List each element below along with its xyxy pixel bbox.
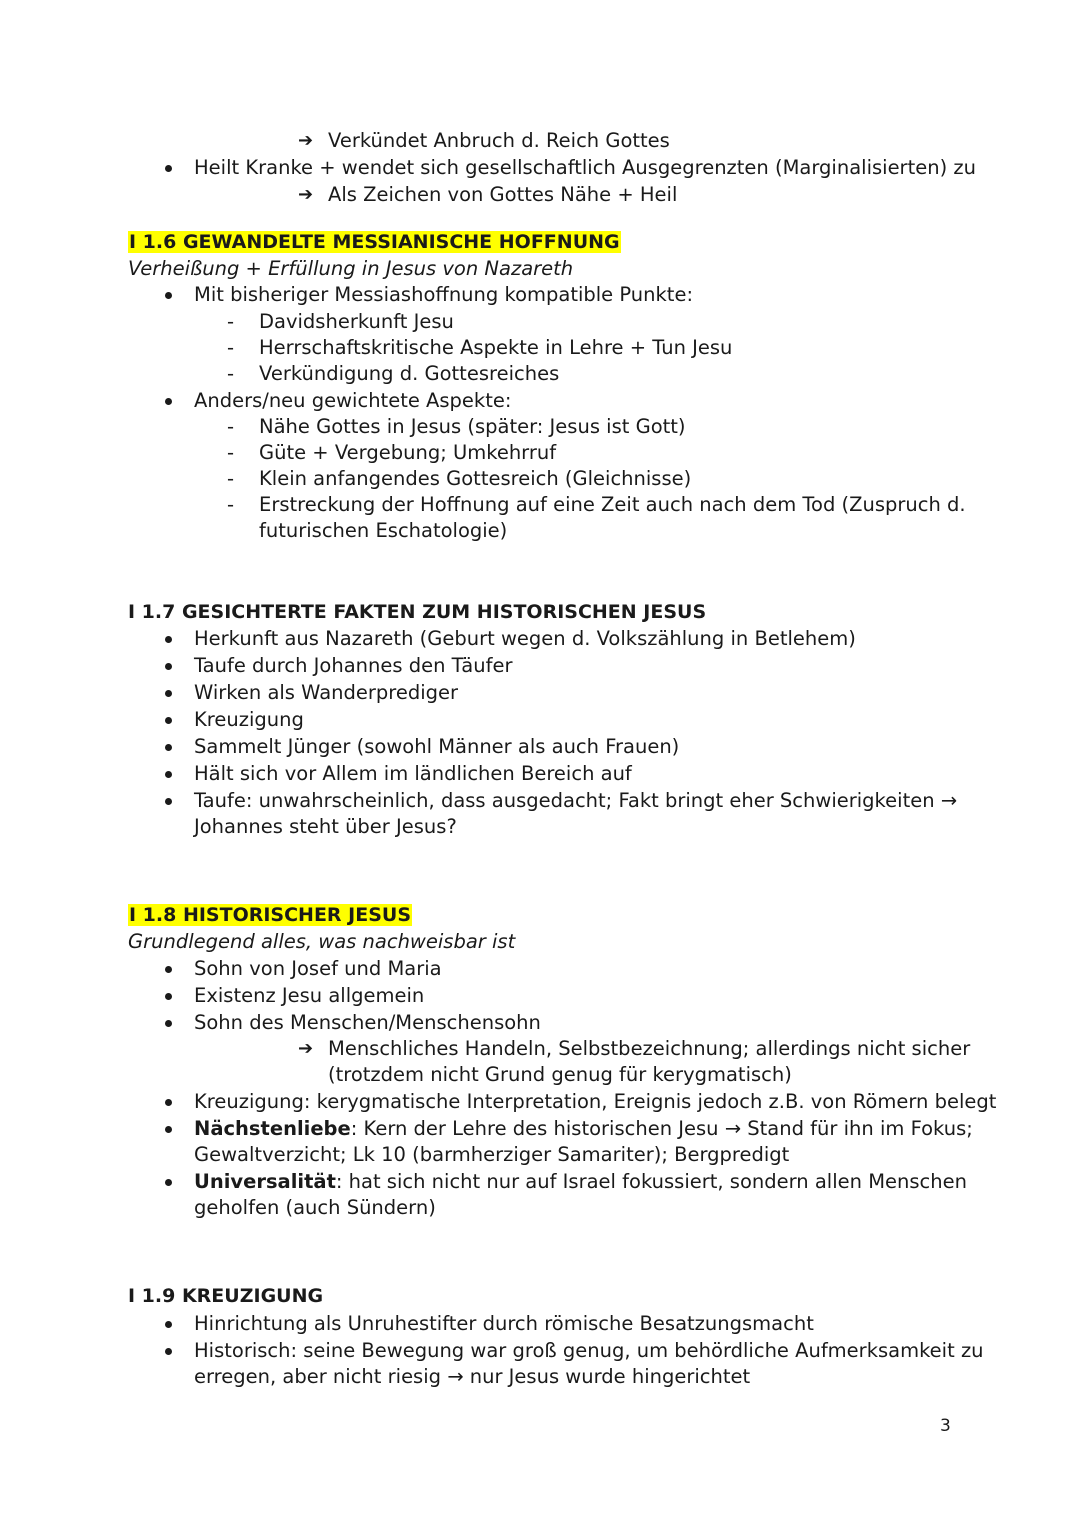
section-1-8-item: Sohn des Menschen/Menschensohn xyxy=(194,1011,541,1034)
section-1-9-heading: I 1.9 KREUZIGUNG xyxy=(128,1285,324,1307)
section-1-7-item: Taufe: unwahrscheinlich, dass ausgedacht; Fakt bringt eher Schwierigkeiten → xyxy=(194,789,958,812)
section-1-7-item: Taufe durch Johannes den Täufer xyxy=(194,654,513,677)
section-1-7-item: Wirken als Wanderprediger xyxy=(194,681,459,704)
section-1-7-item: Kreuzigung xyxy=(194,708,304,731)
intro-bullet-1: Heilt Kranke + wendet sich gesellschaftlich Ausgegrenzten (Marginalisierten) zu xyxy=(194,156,976,179)
section-1-8-heading xyxy=(128,903,412,927)
section-1-7-item: Herkunft aus Nazareth (Geburt wegen d. Volkszählung in Betlehem) xyxy=(194,627,856,650)
section-1-6-dash: - Klein anfangendes Gottesreich (Gleichnisse) xyxy=(259,466,691,492)
section-1-6-subtitle: Verheißung + Erfüllung in Jesus von Nazareth xyxy=(128,257,574,280)
section-1-8-arrow: ➔ Menschliches Handeln, Selbstbezeichnung; allerdings nicht sicher xyxy=(328,1036,970,1062)
term-naechstenliebe: Nächstenliebe xyxy=(194,1117,351,1140)
section-1-7-item: Sammelt Jünger (sowohl Männer als auch Frauen) xyxy=(194,735,680,758)
section-1-8-item: Sohn von Josef und Maria xyxy=(194,957,442,980)
section-1-6-bullet-2: Anders/neu gewichtete Aspekte: xyxy=(194,389,512,412)
section-1-9-bullet-1: Hinrichtung als Unruhestifter durch römische Besatzungsmacht xyxy=(194,1312,814,1335)
section-1-6-dash: - Verkündigung d. Gottesreiches xyxy=(259,361,559,387)
section-1-6-dash: - Erstreckung der Hoffnung auf eine Zeit auch nach dem Tod (Zuspruch d. xyxy=(259,492,966,518)
section-1-9-bullet-2-cont: erregen, aber nicht riesig → nur Jesus wurde hingerichtet xyxy=(194,1365,751,1388)
section-1-8-arrow-cont: (trotzdem nicht Grund genug für kerygmatisch) xyxy=(328,1063,792,1086)
section-1-8-item: Existenz Jesu allgemein xyxy=(194,984,425,1007)
section-1-6-heading xyxy=(128,230,621,254)
section-1-9-bullet-2: Historisch: seine Bewegung war groß genug, um behördliche Aufmerksamkeit zu xyxy=(194,1339,984,1362)
section-1-6-dash-cont: futurischen Eschatologie) xyxy=(259,519,508,542)
universalitaet-text: : hat sich nicht nur auf Israel fokussiert, sondern allen Menschen xyxy=(335,1170,967,1193)
section-1-6-dash: - Herrschaftskritische Aspekte in Lehre + Tun Jesu xyxy=(259,335,732,361)
term-universalitaet: Universalität xyxy=(194,1170,336,1193)
intro-arrow-1: ➔ Verkündet Anbruch d. Reich Gottes xyxy=(328,128,670,154)
naechstenliebe-text: : Kern der Lehre des historischen Jesu → Stand für ihn im Fokus; xyxy=(350,1117,973,1140)
section-1-8-universalitaet xyxy=(194,1169,967,1195)
section-1-8-title: I 1.8 HISTORISCHER JESUS xyxy=(129,904,412,926)
section-1-8-subtitle: Grundlegend alles, was nachweisbar ist xyxy=(128,930,516,953)
section-1-8-naechstenliebe xyxy=(194,1116,973,1142)
section-1-7-item-cont: Johannes steht über Jesus? xyxy=(194,815,457,838)
section-1-6-bullet-1: Mit bisheriger Messiashoffnung kompatible Punkte: xyxy=(194,283,694,306)
section-1-6-dash: - Nähe Gottes in Jesus (später: Jesus ist Gott) xyxy=(259,414,686,440)
section-1-8-kreuzigung: Kreuzigung: kerygmatische Interpretation, Ereignis jedoch z.B. von Römern belegt xyxy=(194,1090,997,1113)
intro-arrow-2: ➔ Als Zeichen von Gottes Nähe + Heil xyxy=(328,182,677,208)
section-1-7-heading: I 1.7 GESICHTERTE FAKTEN ZUM HISTORISCHEN JESUS xyxy=(128,601,707,623)
section-1-7-item: Hält sich vor Allem im ländlichen Bereich auf xyxy=(194,762,632,785)
section-1-8-naechstenliebe-cont: Gewaltverzicht; Lk 10 (barmherziger Samariter); Bergpredigt xyxy=(194,1143,790,1166)
page-number: 3 xyxy=(940,1416,951,1436)
section-1-6-dash: - Güte + Vergebung; Umkehrruf xyxy=(259,440,556,466)
section-1-6-title: I 1.6 GEWANDELTE MESSIANISCHE HOFFNUNG xyxy=(129,231,620,253)
section-1-8-universalitaet-cont: geholfen (auch Sündern) xyxy=(194,1196,436,1219)
section-1-6-dash: - Davidsherkunft Jesu xyxy=(259,309,454,335)
